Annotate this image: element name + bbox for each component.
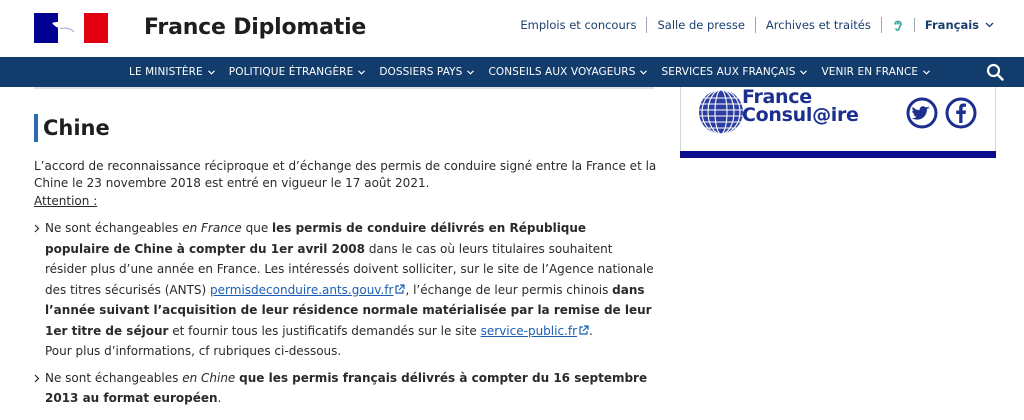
chevron-down-icon (985, 22, 994, 28)
chevron-right-icon (34, 224, 40, 233)
more-info-text: Pour plus d’informations, cf rubriques ci-dessous. (45, 344, 342, 358)
nav-item-dossiers[interactable] (379, 66, 474, 78)
text: . (589, 323, 593, 338)
text-italic: en Chine (182, 370, 236, 385)
main-navigation (0, 57, 1024, 87)
search-icon[interactable] (986, 63, 1004, 81)
chevron-right-icon (34, 374, 40, 383)
nav-label: SERVICES AUX FRANÇAIS (661, 66, 796, 78)
conditions-list (34, 218, 654, 409)
chevron-down-icon (923, 70, 930, 75)
text: Ne sont échangeables (45, 221, 183, 235)
external-link-icon (394, 284, 405, 295)
nav-item-politique[interactable] (229, 66, 366, 78)
chevron-down-icon (358, 70, 365, 75)
globe-icon (695, 88, 747, 134)
list-item (34, 218, 654, 362)
site-brand[interactable]: France Diplomatie (144, 15, 367, 40)
nav-item-services[interactable] (661, 66, 807, 78)
text: Ne sont échangeables (45, 370, 183, 385)
link-service-public[interactable]: service-public.fr (480, 323, 578, 338)
intro-paragraph: L’accord de reconnaissance réciproque et d’échange des permis de conduire signé entre la France et la Chine le 23 novembre 2018 est entré en vigueur le 17 août 2021. (34, 159, 657, 190)
nav-label: POLITIQUE ÉTRANGÈRE (228, 66, 354, 78)
link-ants[interactable]: permisdeconduire.ants.gouv.fr (210, 282, 394, 297)
nav-label: LE MINISTÈRE (129, 66, 203, 78)
text: et fournir tous les justificatifs demandés sur le site (168, 323, 481, 338)
title-accent-bar (34, 114, 38, 142)
chevron-down-icon (208, 70, 215, 75)
nav-item-ministere[interactable] (129, 66, 215, 78)
site-header (0, 0, 1024, 57)
attention-label: Attention : (34, 194, 98, 208)
nav-label: DOSSIERS PAYS (379, 66, 463, 78)
utility-links (520, 17, 994, 33)
language-label: Français (924, 18, 979, 32)
content-top-border (34, 87, 654, 91)
link-archives[interactable]: Archives et traités (756, 17, 882, 33)
chevron-down-icon (467, 70, 474, 75)
text: , l’échange de leur permis chinois (405, 282, 613, 297)
facebook-icon[interactable] (945, 97, 977, 129)
marianne-logo-icon[interactable] (34, 13, 108, 43)
page-title-text: Chine (43, 116, 110, 140)
text-bold: dans l’année suivant l’acquisition de leur résidence normale matérialisée par la remise de leur 1er titre de séjour (45, 282, 652, 338)
accessibility-link[interactable] (882, 18, 915, 32)
text-bold: les permis de conduire délivrés en République populaire de Chine à compter du 1er avril 2008 (45, 221, 587, 256)
text: que (241, 221, 273, 235)
nav-item-venir[interactable] (821, 66, 930, 78)
language-selector[interactable] (915, 17, 994, 33)
text: dans le cas où leurs titulaires souhaitent résider plus d’une année en France. Les intéressés doivent solliciter, sur le site de l’Agence nationale des titres sécurisés (ANTS) (45, 241, 654, 297)
text: . (217, 391, 222, 405)
nav-item-conseils[interactable] (488, 66, 647, 78)
nav-label: VENIR EN FRANCE (821, 66, 919, 78)
banner-title-line1: France (742, 86, 812, 108)
banner-bottom-bar (680, 151, 996, 158)
link-emplois[interactable]: Emplois et concours (520, 17, 647, 33)
nav-label: CONSEILS AUX VOYAGEURS (488, 66, 636, 78)
page-title (34, 114, 110, 142)
external-link-icon (578, 325, 589, 336)
twitter-icon[interactable] (906, 97, 938, 129)
text-bold: que les permis français délivrés à compter du 16 septembre 2013 au format européen (45, 370, 648, 405)
chevron-down-icon (640, 70, 647, 75)
text-italic: en France (182, 221, 242, 235)
chevron-down-icon (800, 70, 807, 75)
link-presse[interactable]: Salle de presse (647, 17, 755, 33)
list-item (34, 368, 654, 409)
ear-icon (892, 18, 904, 32)
banner-title-line2: Consul@ire (742, 104, 859, 126)
